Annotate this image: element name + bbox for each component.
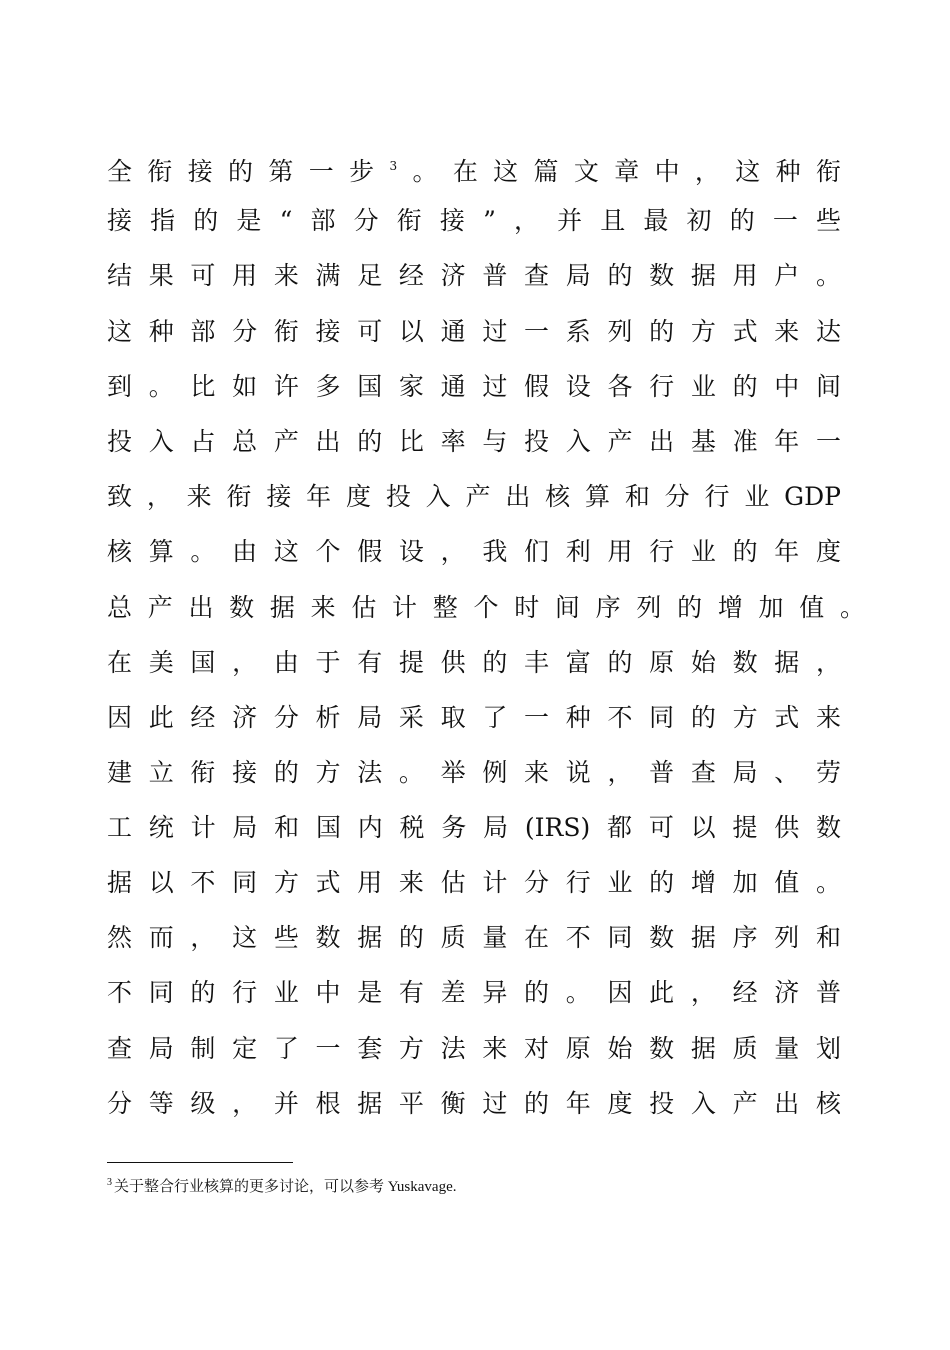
- body-line-17: 查局制定了一套方法来对原始数据质量划: [107, 1034, 841, 1063]
- body-line-8: 核算。由这个假设，我们利用行业的年度: [107, 537, 841, 566]
- footnote-reference[interactable]: 3: [389, 159, 398, 173]
- body-line-6: 投入占总产出的比率与投入产出基准年一: [107, 427, 841, 456]
- body-line-4: 这种部分衔接可以通过一系列的方式来达: [107, 317, 841, 346]
- footnote-text: 关于整合行业核算的更多讨论，可以参考 Yuskavage.: [114, 1179, 457, 1195]
- body-line-3: 结果可用来满足经济普查局的数据用户。: [107, 261, 841, 290]
- body-line-7: 致，来衔接年度投入产出核算和分行业GDP: [107, 482, 841, 511]
- footnote-separator: [107, 1162, 293, 1163]
- body-line-10: 在美国，由于有提供的丰富的原始数据，: [107, 648, 841, 677]
- body-line-5: 到。比如许多国家通过假设各行业的中间: [107, 372, 841, 401]
- body-line-9: 总产出数据来估计整个时间序列的增加值。: [107, 593, 865, 622]
- body-line-16: 不同的行业中是有差异的。因此，经济普: [107, 978, 841, 1007]
- body-line-12: 建立衔接的方法。举例来说，普查局、劳: [107, 758, 841, 787]
- footnote-mark: 3: [107, 1177, 112, 1188]
- body-line-15: 然而，这些数据的质量在不同数据序列和: [107, 923, 841, 952]
- body-line-11: 因此经济分析局采取了一种不同的方式来: [107, 703, 841, 732]
- body-line-14: 据以不同方式用来估计分行业的增加值。: [107, 868, 841, 897]
- body-line-13: 工统计局和国内税务局(IRS)都可以提供数: [107, 813, 841, 842]
- body-line-1: [107, 146, 841, 186]
- line-text: 全衔接的第一步: [107, 157, 390, 186]
- footnote: [107, 1172, 456, 1198]
- body-line-18: 分等级，并根据平衡过的年度投入产出核: [107, 1089, 841, 1118]
- body-line-2: 接指的是“部分衔接”，并且最初的一些: [107, 206, 841, 235]
- line-text: 。在这篇文章中，这种衔: [397, 157, 841, 186]
